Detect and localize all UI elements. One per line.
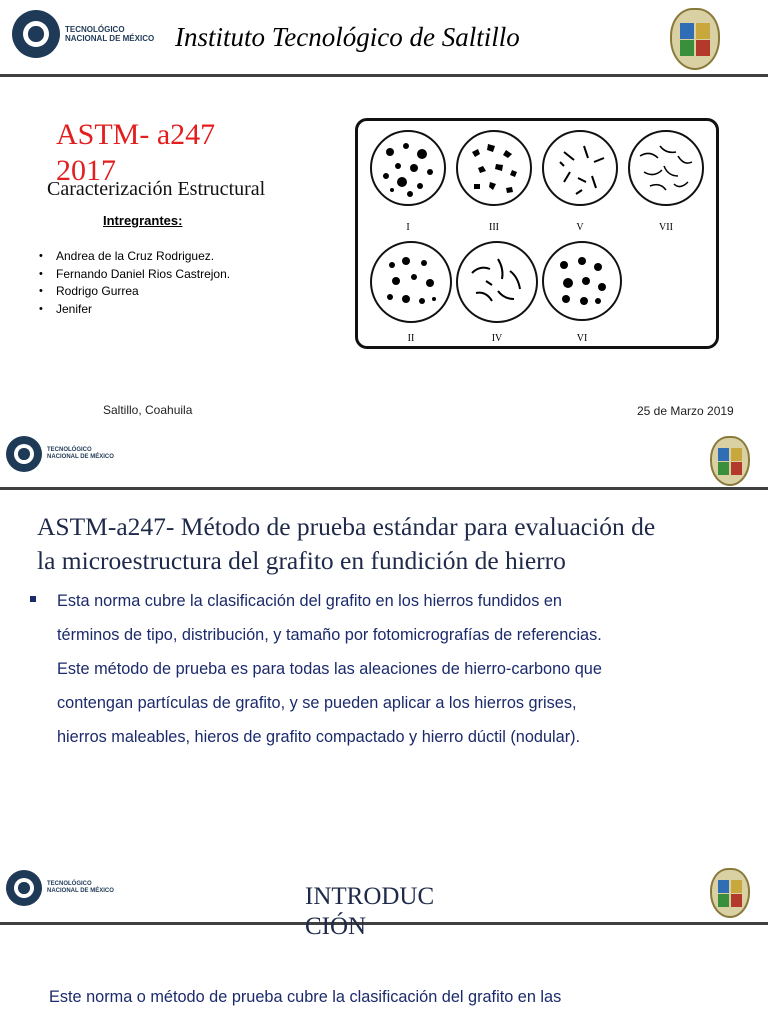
bullet-icon xyxy=(30,596,36,602)
subtitle: Caracterización Estructural xyxy=(47,178,266,200)
tecnm-logo-text: TECNOLÓGICO NACIONAL DE MÉXICO xyxy=(47,447,114,460)
list-item: • Fernando Daniel Rios Castrejon. xyxy=(39,266,230,284)
sample-label: V xyxy=(576,222,584,233)
tecnm-logo-text: TECNOLÓGICO NACIONAL DE MÉXICO xyxy=(47,881,114,894)
members-list xyxy=(39,248,230,318)
list-item: • Rodrigo Gurrea xyxy=(39,283,230,301)
presentation-title: ASTM- a247 2017 xyxy=(56,118,216,187)
its-crest-icon xyxy=(710,436,750,486)
tecnm-logo-text: TECNOLÓGICO NACIONAL DE MÉXICO xyxy=(65,24,155,43)
body-paragraph: Esta norma cubre la clasificación del grafito en los hierros fundidos en términos de tipo, distribución, y tamaño por fotomicrografías de referencias. Este método de prueba es para todas las aleaciones de hierro-carbono que contengan partículas de grafito, y se pueden aplicar a los hierros grises, hierros maleables, hieros de grafito compactado y hierro dúctil (nodular). xyxy=(57,592,602,746)
list-item: • Andrea de la Cruz Rodriguez. xyxy=(39,248,230,266)
sample-label: II xyxy=(407,333,415,344)
tecnm-logo xyxy=(6,870,114,906)
sample-V-micrograph xyxy=(542,130,618,206)
header-divider xyxy=(0,487,768,490)
sample-III-micrograph xyxy=(456,130,532,206)
slide-cover xyxy=(0,0,768,430)
header-title: Instituto Tecnológico de Saltillo xyxy=(175,22,520,52)
sample-I-micrograph xyxy=(370,130,446,206)
sample-VII-micrograph xyxy=(628,130,704,206)
sample-label: I xyxy=(406,222,410,233)
slide-title: INTRODUC CIÓN xyxy=(305,883,435,940)
header-divider xyxy=(0,74,768,77)
location-text: Saltillo, Coahuila xyxy=(103,403,193,417)
its-crest-icon xyxy=(710,868,750,918)
sample-II-micrograph xyxy=(370,241,452,323)
tecnm-emblem-icon xyxy=(12,10,60,58)
sample-VI-micrograph xyxy=(542,241,622,321)
members-heading: Intregrantes: xyxy=(103,213,183,228)
sample-label: VI xyxy=(576,333,588,344)
list-item: • Jenifer xyxy=(39,301,230,319)
sample-label: VII xyxy=(659,222,673,233)
body-paragraph: Este norma o método de prueba cubre la clasificación del grafito en las xyxy=(49,988,562,1006)
slide-astm-description xyxy=(0,430,768,856)
slide-introduction xyxy=(0,856,768,1024)
its-crest-icon xyxy=(670,8,720,70)
date-text: 25 de Marzo 2019 xyxy=(637,404,734,418)
tecnm-emblem-icon xyxy=(6,870,42,906)
sample-IV-micrograph xyxy=(456,241,538,323)
tecnm-logo xyxy=(12,10,154,58)
tecnm-emblem-icon xyxy=(6,436,42,472)
slide-title: ASTM-a247- Método de prueba estándar para evaluación de la microestructura del grafito en fundición de hierro xyxy=(37,512,656,575)
sample-label: IV xyxy=(491,333,503,344)
tecnm-logo xyxy=(6,436,114,472)
sample-label: III xyxy=(489,222,499,233)
graphite-classification-figure xyxy=(355,118,719,349)
